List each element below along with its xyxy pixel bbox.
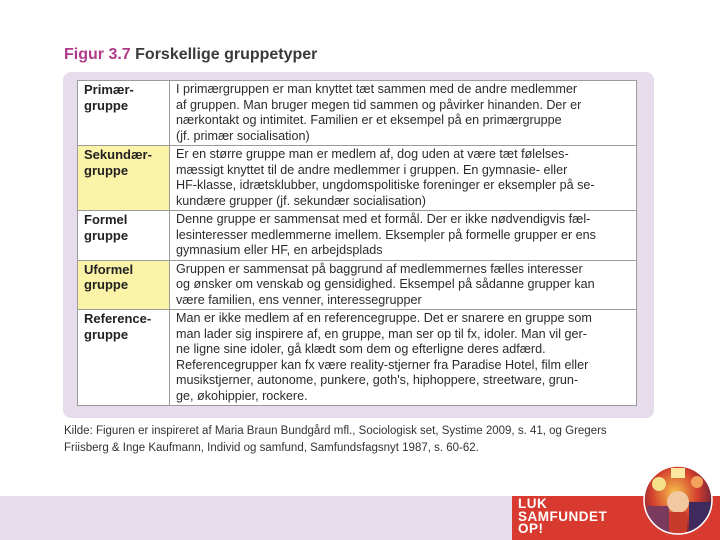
table-row bbox=[78, 260, 637, 310]
description-line: musikstjerner, autonome, punkere, goth's, hiphoppere, streetware, grun- bbox=[176, 373, 579, 387]
group-type-cell bbox=[78, 81, 170, 146]
table-row bbox=[78, 81, 637, 146]
group-type-cell bbox=[78, 146, 170, 211]
description-line: Man er ikke medlem af en referencegruppe. Det er snarere en gruppe som bbox=[176, 311, 592, 325]
logo-line: LUK bbox=[518, 496, 548, 511]
description-line: være familien, ens venner, interessegrupper bbox=[176, 292, 422, 307]
source-line: Kilde: Figuren er inspireret af Maria Braun Bundgård mfl., Sociologisk set, Systime 2009, s. 41, og Gregers bbox=[64, 425, 607, 437]
logo-line: OP! bbox=[518, 521, 544, 536]
description-line: HF-klasse, idrætsklubber, ungdomspolitiske foreninger er eksempler på se- bbox=[176, 178, 595, 192]
description-line: ge, økohippier, rockere. bbox=[176, 388, 308, 403]
description-line: Denne gruppe er sammensat med et formål. Der er ikke nødvendigvis fæl- bbox=[176, 212, 591, 226]
group-type-label: gruppe bbox=[84, 326, 129, 342]
group-type-label: gruppe bbox=[84, 227, 129, 243]
description-line: I primærgruppen er man knyttet tæt sammen med de andre medlemmer bbox=[176, 82, 578, 96]
description-line: ne ligne sine idoler, gå klædt som dem og efterligne deres adfærd. bbox=[176, 342, 546, 356]
description-line: Gruppen er sammensat på baggrund af medlemmernes fælles interesser bbox=[176, 261, 583, 276]
group-description-cell bbox=[170, 260, 637, 310]
group-type-label: gruppe bbox=[84, 97, 129, 113]
figure-title: Forskellige gruppetyper bbox=[135, 46, 318, 63]
group-description-cell bbox=[170, 211, 637, 261]
source-line: Friisberg & Inge Kaufmann, Individ og samfund, Samfundsfagsnyt 1987, s. 60-62. bbox=[64, 442, 479, 454]
group-type-label: gruppe bbox=[84, 277, 129, 292]
description-line: mæssigt knyttet til de andre medlemmer i gruppen. En gymnasie- eller bbox=[176, 162, 568, 177]
group-types-table bbox=[77, 80, 637, 406]
description-line: Referencegrupper kan fx være reality-stjerner fra Paradise Hotel, film eller bbox=[176, 357, 589, 372]
description-line: og ønsker om venskab og gensidighed. Eksempel på sådanne grupper kan bbox=[176, 277, 595, 291]
description-line: af gruppen. Man bruger megen tid sammen og påvirker hinanden. Der er bbox=[176, 97, 582, 112]
group-description-cell bbox=[170, 146, 637, 211]
table-row bbox=[78, 211, 637, 261]
group-type-label: Reference- bbox=[84, 311, 152, 326]
table-row bbox=[78, 146, 637, 211]
description-line: (jf. primær socialisation) bbox=[176, 128, 310, 143]
description-line: kundære grupper (jf. sekundær socialisation) bbox=[176, 193, 426, 208]
description-line: gymnasium eller HF, en arbejdsplads bbox=[176, 243, 383, 257]
description-line: lesinteresser medlemmerne imellem. Eksempler på formelle grupper er ens bbox=[176, 227, 596, 242]
figure-heading bbox=[64, 46, 317, 64]
description-line: man lader sig inspirere af, en gruppe, man ser op til fx, idoler. Man vil ger- bbox=[176, 326, 587, 341]
description-line: Er en større gruppe man er medlem af, dog uden at være tæt følelses- bbox=[176, 147, 569, 161]
description-line: nærkontakt og intimitet. Familien er et eksempel på en primærgruppe bbox=[176, 113, 562, 127]
group-type-cell bbox=[78, 211, 170, 261]
logo-line: SAMFUNDET bbox=[518, 508, 608, 524]
group-type-label: Uformel bbox=[84, 261, 134, 277]
group-type-label: gruppe bbox=[84, 162, 129, 178]
logo-wordmark bbox=[518, 498, 607, 536]
group-description-cell bbox=[170, 81, 637, 146]
group-type-label: Sekundær- bbox=[84, 147, 152, 162]
table-row bbox=[78, 310, 637, 406]
group-type-label: Primær- bbox=[84, 82, 134, 97]
source-note bbox=[64, 423, 607, 457]
group-type-cell bbox=[78, 260, 170, 310]
group-type-label: Formel bbox=[84, 212, 128, 227]
figure-number: Figur 3.7 bbox=[64, 46, 131, 63]
collage-badge-image bbox=[643, 462, 713, 540]
group-description-cell bbox=[170, 310, 637, 406]
group-type-cell bbox=[78, 310, 170, 406]
